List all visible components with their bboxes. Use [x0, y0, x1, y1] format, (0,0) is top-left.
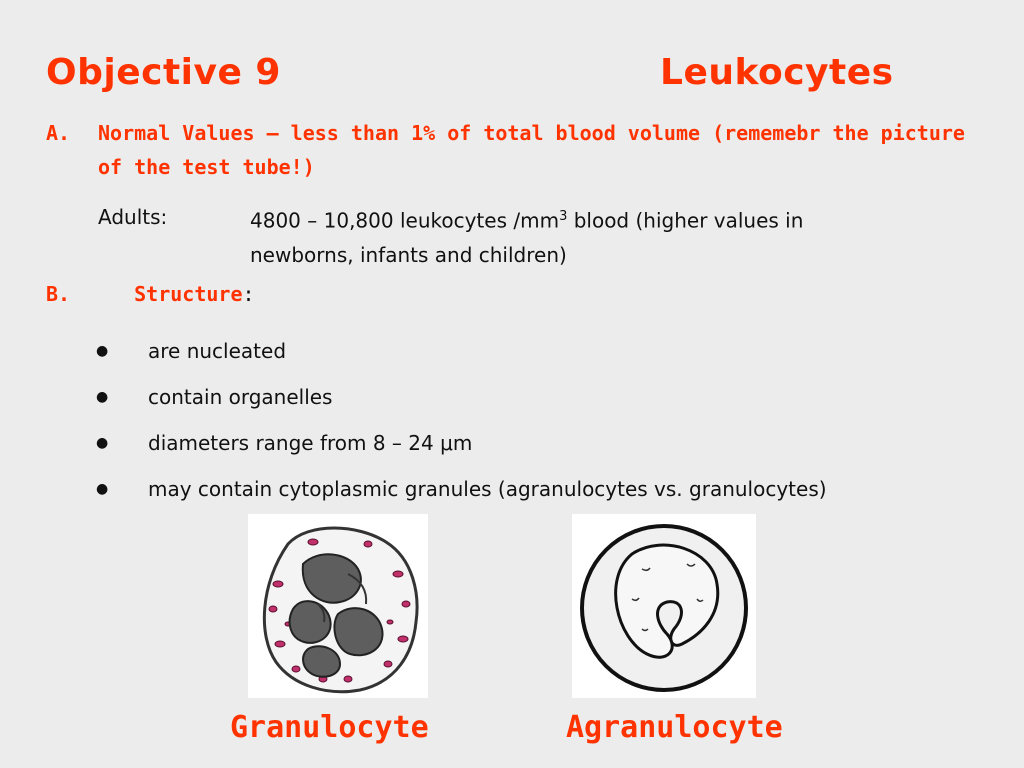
title-objective: Objective 9	[46, 52, 281, 93]
section-b-heading	[134, 282, 254, 306]
list-item	[96, 428, 996, 474]
adults-value-sup: 3	[559, 209, 568, 224]
section-b	[46, 282, 255, 306]
agranulocyte-caption: Agranulocyte	[566, 710, 783, 745]
title-topic: Leukocytes	[660, 52, 894, 93]
section-b-colon: :	[242, 282, 255, 306]
adults-value	[250, 200, 858, 272]
bullet-icon: ●	[96, 435, 109, 451]
agranulocyte-illustration	[572, 514, 756, 698]
granulocyte-caption: Granulocyte	[230, 710, 429, 745]
section-a-marker: A.	[46, 121, 71, 145]
bullet-icon: ●	[96, 389, 109, 405]
adults-value-pre: 4800 – 10,800 leukocytes /mm	[250, 208, 560, 233]
list-item	[96, 336, 996, 382]
structure-list	[96, 336, 996, 520]
section-b-marker: B.	[46, 282, 71, 306]
adults-value-post: blood (higher values in newborns, infants and children)	[250, 208, 804, 267]
section-a	[46, 116, 981, 184]
slide-title	[46, 52, 946, 93]
granulocyte-cell-icon	[248, 514, 428, 698]
granulocyte-illustration	[248, 514, 428, 698]
list-item	[96, 474, 996, 520]
section-a-heading: Normal Values – less than 1% of total blood volume (rememebr the picture of the test tube!)	[98, 121, 965, 179]
list-item-text: may contain cytoplasmic granules (agranulocytes vs. granulocytes)	[148, 477, 827, 501]
list-item-text: diameters range from 8 – 24 μm	[148, 431, 473, 455]
list-item-text: contain organelles	[148, 385, 333, 409]
list-item	[96, 382, 996, 428]
adults-values	[98, 200, 858, 272]
list-item-text: are nucleated	[148, 339, 287, 363]
bullet-icon: ●	[96, 481, 109, 497]
agranulocyte-cell-icon	[572, 514, 756, 698]
adults-label: Adults:	[98, 205, 168, 229]
section-b-label: Structure	[134, 282, 243, 306]
bullet-icon: ●	[96, 343, 109, 359]
